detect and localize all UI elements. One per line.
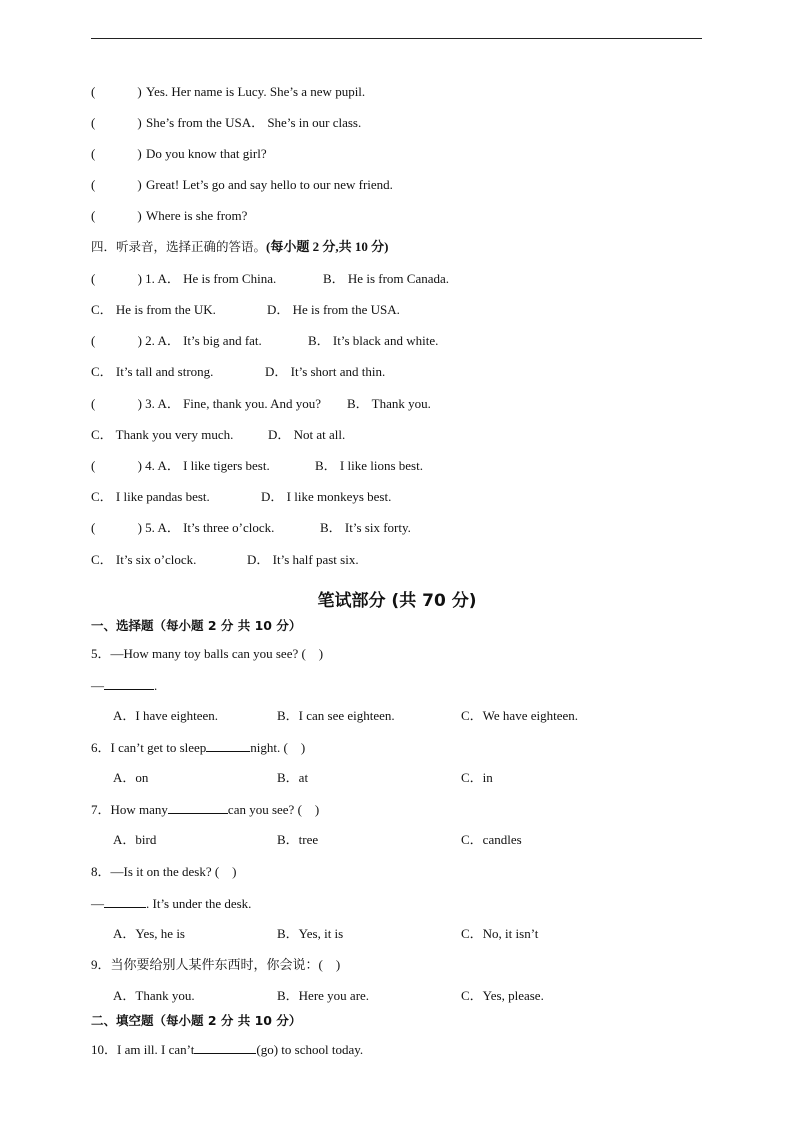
option-b[interactable]: B．at <box>277 770 309 785</box>
option-a[interactable]: A．Yes, he is <box>113 926 185 941</box>
option-c[interactable]: C．We have eighteen. <box>461 708 578 723</box>
option-c[interactable]: C．Yes, please. <box>461 988 544 1003</box>
answer-blank[interactable] <box>104 895 146 908</box>
dialogue-line: ( ) Where is she from? <box>91 208 248 223</box>
option-b[interactable]: B．I can see eighteen. <box>277 708 395 723</box>
option-c[interactable]: C．candles <box>461 832 522 847</box>
question-stem: 7．How many can you see? ( ) <box>91 802 320 817</box>
question-stem: 10．I am ill. I can’t (go) to school today. <box>91 1042 364 1057</box>
dialogue-line: ( ) She’s from the USA． She’s in our class. <box>91 115 362 130</box>
option-a[interactable]: A．bird <box>113 832 157 847</box>
answer-blank[interactable] <box>104 677 154 690</box>
question-stem: 9．当你要给别人某件东西时，你会说：( ) <box>91 957 341 972</box>
written-part-title: 笔试部分 (共 70 分) <box>317 591 477 611</box>
option-a[interactable]: A．on <box>113 770 149 785</box>
question-row: C． Thank you very much. D． Not at all. <box>91 427 346 442</box>
question-row: ( ) 4. A． I like tigers best. B． I like lions best. <box>91 458 423 473</box>
question-stem: 8．—Is it on the desk? ( ) <box>91 864 237 879</box>
option-a[interactable]: A．I have eighteen. <box>113 708 219 723</box>
answer-blank[interactable] <box>206 739 250 752</box>
answer-line: — . <box>91 678 158 693</box>
section-heading: 四．听录音，选择正确的答语。(每小题 2 分,共 10 分) <box>91 239 389 254</box>
dialogue-line: ( ) Yes. Her name is Lucy. She’s a new pupil. <box>91 84 366 99</box>
question-stem: 6．I can’t get to sleep night. ( ) <box>91 740 306 755</box>
answer-line: — . It’s under the desk. <box>91 896 252 911</box>
dialogue-line: ( ) Do you know that girl? <box>91 146 267 161</box>
question-row: C． He is from the UK. D． He is from the USA. <box>91 302 400 317</box>
question-row: C． It’s six o’clock. D． It’s half past six. <box>91 552 359 567</box>
question-row: C． It’s tall and strong. D． It’s short and thin. <box>91 364 386 379</box>
part2-heading: 二、填空题（每小题 2 分 共 10 分） <box>91 1013 302 1028</box>
answer-blank[interactable] <box>194 1041 256 1054</box>
option-a[interactable]: A．Thank you. <box>113 988 195 1003</box>
question-row: ( ) 2. A． It’s big and fat. B． It’s black and white. <box>91 333 439 348</box>
option-c[interactable]: C．No, it isn’t <box>461 926 539 941</box>
question-row: ( ) 5. A． It’s three o’clock. B． It’s six forty. <box>91 520 411 535</box>
option-b[interactable]: B．Here you are. <box>277 988 370 1003</box>
question-row: ( ) 1. A． He is from China. B． He is from Canada. <box>91 271 450 286</box>
option-b[interactable]: B．tree <box>277 832 319 847</box>
header-rule <box>91 38 702 39</box>
dialogue-line: ( ) Great! Let’s go and say hello to our new friend. <box>91 177 393 192</box>
answer-blank[interactable] <box>168 801 228 814</box>
option-b[interactable]: B．Yes, it is <box>277 926 344 941</box>
option-c[interactable]: C．in <box>461 770 493 785</box>
question-row: C． I like pandas best. D． I like monkeys best. <box>91 489 392 504</box>
question-row: ( ) 3. A． Fine, thank you. And you? B． Thank you. <box>91 396 431 411</box>
question-stem: 5．—How many toy balls can you see? ( ) <box>91 646 324 661</box>
part1-heading: 一、选择题（每小题 2 分 共 10 分） <box>91 618 302 633</box>
